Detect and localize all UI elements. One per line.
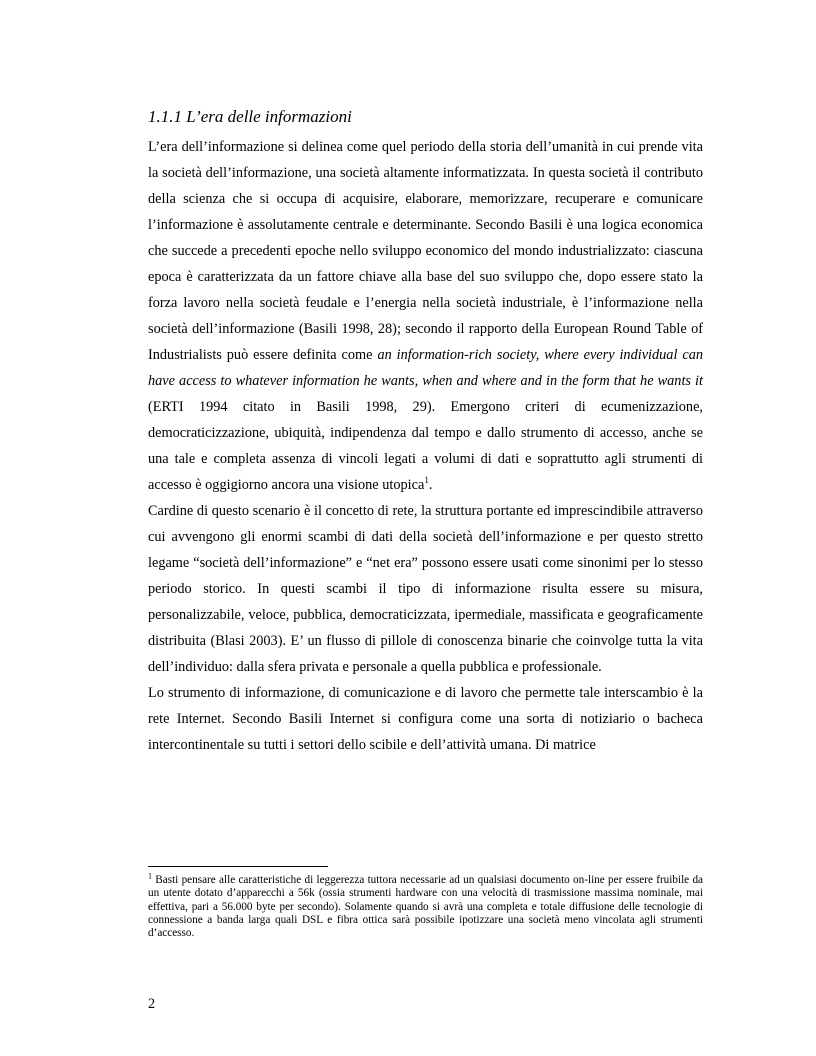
footnote-text: Basti pensare alle caratteristiche di leggerezza tuttora necessarie ad un qualsiasi documento on-line per essere fruibile da un utente dotato d’apparecchi a 56k (ossia strumenti hardware con una velocità di trasmissione massima nominale, mai effettiva, pari a 56.000 byte per secondo). Solamente quando si avrà una completa e totale diffusione delle tecnologie di connessione a banda larga quali DSL e fibra ottica sarà possibile ipotizzare una società meno vincolata agli strumenti d’accesso. <box>148 874 703 940</box>
italic-quote: an information-rich society, where every individual can have access to whatever information he wants, when and where and in the form that he wants it <box>148 347 703 389</box>
footnote-divider <box>148 866 328 867</box>
paragraph-text: (ERTI 1994 citato in Basili 1998, 29). Emergono criteri di ecumenizzazione, democraticizzazione, ubiquità, indipendenza dal tempo e dallo strumento di accesso, anche se una tale e completa assenza di vincoli legati a volumi di dati e soprattutto agli strumenti di accesso è oggigiorno ancora una visione utopica <box>148 399 703 493</box>
footnote <box>148 871 703 940</box>
paragraph: Cardine di questo scenario è il concetto di rete, la struttura portante ed imprescindibile attraverso cui avvengono gli enormi scambi di dati della società dell’informazione e per questo stretto legame “società dell’informazione” e “net era” possono essere usati come sinonimi per lo stesso periodo storico. In questi scambi il tipo di informazione risulta essere su misura, personalizzabile, veloce, pubblica, democraticizzata, ipermediale, massificata e geograficamente distribuita (Blasi 2003). E’ un flusso di pillole di conoscenza binarie che coinvolge tutta la vita dell’individuo: dalla sfera privata e personale a quella pubblica e professionale. <box>148 503 703 675</box>
paragraph: Lo strumento di informazione, di comunicazione e di lavoro che permette tale interscambio è la rete Internet. Secondo Basili Internet si configura come una sorta di notiziario o bacheca intercontinentale su tutti i settori dello scibile e dell’attività umana. Di matrice <box>148 685 703 753</box>
paragraph <box>148 134 703 498</box>
section-heading: 1.1.1 L’era delle informazioni <box>148 107 352 126</box>
paragraph-text: L’era dell’informazione si delinea come quel periodo della storia dell’umanità in cui prende vita la società dell’informazione, una società altamente informatizzata. In questa società il contributo della scienza che si occupa di acquisire, elaborare, memorizzare, recuperare e comunicare l’informazione è assolutamente centrale e determinante. Secondo Basili è una logica economica che succede a precedenti epoche nello sviluppo economico del mondo industrializzato: ciascuna epoca è caratterizzata da un fattore chiave alla base del suo sviluppo che, dopo essere stato la forza lavoro nella società feudale e l’energia nella società industriale, è l’informazione nella società dell’informazione (Basili 1998, 28); secondo il rapporto della European Round Table of Industrialists può essere definita come <box>148 139 703 363</box>
footnote-ref[interactable]: 1 <box>424 475 429 486</box>
paragraph-text: . <box>428 477 433 493</box>
body-text <box>148 134 703 758</box>
footnote-number: 1 <box>148 871 152 881</box>
page-number: 2 <box>148 996 156 1012</box>
